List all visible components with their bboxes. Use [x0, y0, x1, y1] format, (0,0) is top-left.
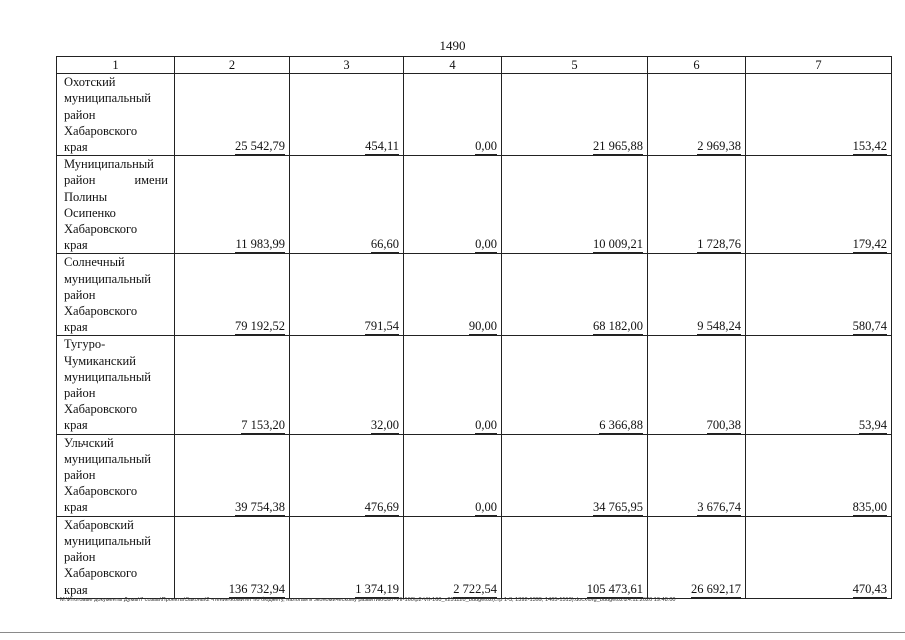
- district-name-line: Солнечный: [64, 255, 125, 270]
- table-row: [57, 336, 892, 434]
- district-name-line: Ульчский: [64, 435, 114, 450]
- value-text: 7 153,20: [241, 417, 285, 432]
- district-name-line: Хабаровского: [64, 484, 138, 499]
- district-name-line: муниципальный: [64, 271, 151, 286]
- page-number: 1490: [439, 38, 466, 53]
- value-text: 34 765,95: [593, 499, 643, 514]
- header-row: [57, 57, 892, 74]
- table-row: [57, 434, 892, 516]
- value-text: 6 366,88: [599, 417, 643, 432]
- value-cell-col4: [404, 434, 502, 516]
- value-text: 90,00: [468, 319, 497, 334]
- district-name-line: район: [64, 550, 96, 565]
- district-name-line: муниципальный: [64, 369, 151, 384]
- value-text: 3 676,74: [697, 499, 741, 514]
- value-text: 68 182,00: [593, 319, 643, 334]
- district-name-cell: [57, 516, 175, 598]
- district-name-line: Хабаровского: [64, 123, 138, 138]
- value-text: 25 542,79: [235, 139, 285, 154]
- value-text: 53,94: [858, 417, 887, 432]
- value-text: 0,00: [475, 139, 497, 154]
- value-cell-col7: [746, 74, 892, 156]
- value-cell-col6: [648, 516, 746, 598]
- district-name-cell: [57, 434, 175, 516]
- district-name-line: края: [64, 582, 88, 597]
- value-cell-col2: [175, 516, 290, 598]
- value-cell-col5: [502, 74, 648, 156]
- value-cell-col2: [175, 336, 290, 434]
- value-cell-col3: [290, 434, 404, 516]
- value-text: 26 692,17: [691, 581, 741, 596]
- value-cell-col2: [175, 156, 290, 254]
- value-text: 39 754,38: [235, 499, 285, 514]
- value-text: 1 374,19: [355, 581, 399, 596]
- value-text: 11 983,99: [235, 237, 285, 252]
- value-text: 0,00: [475, 499, 497, 514]
- value-text: 79 192,52: [235, 319, 285, 334]
- value-text: 153,42: [852, 139, 887, 154]
- district-name-line: муниципальный: [64, 91, 151, 106]
- value-text: 0,00: [475, 237, 497, 252]
- value-text: 66,60: [370, 237, 399, 252]
- value-cell-col2: [175, 254, 290, 336]
- value-cell-col5: [502, 254, 648, 336]
- district-name-line: Тугуро-: [64, 337, 106, 352]
- value-cell-col4: [404, 516, 502, 598]
- value-text: 105 473,61: [586, 581, 643, 596]
- district-name-line: Хабаровского: [64, 402, 138, 417]
- page-bottom-divider: [0, 632, 905, 633]
- table-row: [57, 156, 892, 254]
- value-cell-col4: [404, 336, 502, 434]
- value-cell-col5: [502, 434, 648, 516]
- column-header-4: 4: [404, 57, 502, 74]
- value-cell-col6: [648, 254, 746, 336]
- value-cell-col7: [746, 156, 892, 254]
- district-name-line: муниципальный: [64, 451, 151, 466]
- district-name-cell: [57, 336, 175, 434]
- value-cell-col7: [746, 516, 892, 598]
- district-name-line: район: [64, 287, 96, 302]
- value-text: 835,00: [852, 499, 887, 514]
- value-cell-col7: [746, 434, 892, 516]
- district-name-line: Охотский: [64, 75, 116, 90]
- district-name-line: Хабаровского: [64, 222, 138, 237]
- value-cell-col3: [290, 74, 404, 156]
- value-cell-col5: [502, 336, 648, 434]
- value-cell-col4: [404, 156, 502, 254]
- column-header-5: 5: [502, 57, 648, 74]
- value-cell-col6: [648, 434, 746, 516]
- district-name-line: Хабаровский: [64, 517, 134, 532]
- district-name-cell: [57, 254, 175, 336]
- district-name-line: края: [64, 418, 88, 433]
- district-name-line: район: [64, 468, 96, 483]
- column-header-2: 2: [175, 57, 290, 74]
- table-row: [57, 516, 892, 598]
- district-name-line: муниципальный: [64, 533, 151, 548]
- value-text: 0,00: [475, 417, 497, 432]
- value-cell-col7: [746, 336, 892, 434]
- value-cell-col2: [175, 74, 290, 156]
- district-name-line: Чумиканский: [64, 353, 136, 368]
- value-text: 2 969,38: [697, 139, 741, 154]
- value-cell-col6: [648, 336, 746, 434]
- district-name-line: края: [64, 238, 88, 253]
- value-cell-col6: [648, 74, 746, 156]
- district-name-line: Муниципальный: [64, 157, 154, 172]
- district-name-line: Полины: [64, 189, 108, 204]
- value-text: 136 732,94: [228, 581, 285, 596]
- district-name-line: район имени: [64, 173, 168, 188]
- column-header-6: 6: [648, 57, 746, 74]
- value-text: 32,00: [370, 417, 399, 432]
- value-text: 700,38: [706, 417, 741, 432]
- value-text: 2 722,54: [453, 581, 497, 596]
- district-name-line: края: [64, 500, 88, 515]
- value-text: 454,11: [365, 139, 399, 154]
- district-name-line: края: [64, 320, 88, 335]
- column-header-7: 7: [746, 57, 892, 74]
- district-name-line: район: [64, 386, 96, 401]
- value-cell-col4: [404, 254, 502, 336]
- value-cell-col3: [290, 516, 404, 598]
- district-name-line: Осипенко: [64, 205, 116, 220]
- column-header-1: 1: [57, 57, 175, 74]
- value-text: 476,69: [364, 499, 399, 514]
- value-text: 580,74: [852, 319, 887, 334]
- value-text: 791,54: [364, 319, 399, 334]
- value-cell-col2: [175, 434, 290, 516]
- value-text: 21 965,88: [593, 139, 643, 154]
- value-cell-col5: [502, 156, 648, 254]
- district-name-cell: [57, 156, 175, 254]
- district-name-line: район: [64, 107, 96, 122]
- value-cell-col5: [502, 516, 648, 598]
- district-name-line: Хабаровского: [64, 566, 138, 581]
- value-cell-col7: [746, 254, 892, 336]
- value-cell-col3: [290, 336, 404, 434]
- document-file-path: M:\Итоговые документы Думы\7 созыв\Проекты\Законы\2 чтение\Комитет по бюджету, налогам и экономическому развитию\397-VII-160\р2-VII-160_v251120_budget02(стр 1-3, 1392-1399, 1465-1513).docx\org_budget02\24.11.2020 19:48:00: [60, 597, 676, 603]
- value-cell-col3: [290, 254, 404, 336]
- table-row: [57, 254, 892, 336]
- value-cell-col6: [648, 156, 746, 254]
- value-text: 470,43: [852, 581, 887, 596]
- value-text: 179,42: [852, 237, 887, 252]
- budget-table: [56, 56, 892, 599]
- value-cell-col3: [290, 156, 404, 254]
- value-cell-col4: [404, 74, 502, 156]
- value-text: 1 728,76: [697, 237, 741, 252]
- table-row: [57, 74, 892, 156]
- column-header-3: 3: [290, 57, 404, 74]
- district-name-line: Хабаровского: [64, 304, 138, 319]
- value-text: 9 548,24: [697, 319, 741, 334]
- district-name-line: края: [64, 140, 88, 155]
- district-name-cell: [57, 74, 175, 156]
- value-text: 10 009,21: [593, 237, 643, 252]
